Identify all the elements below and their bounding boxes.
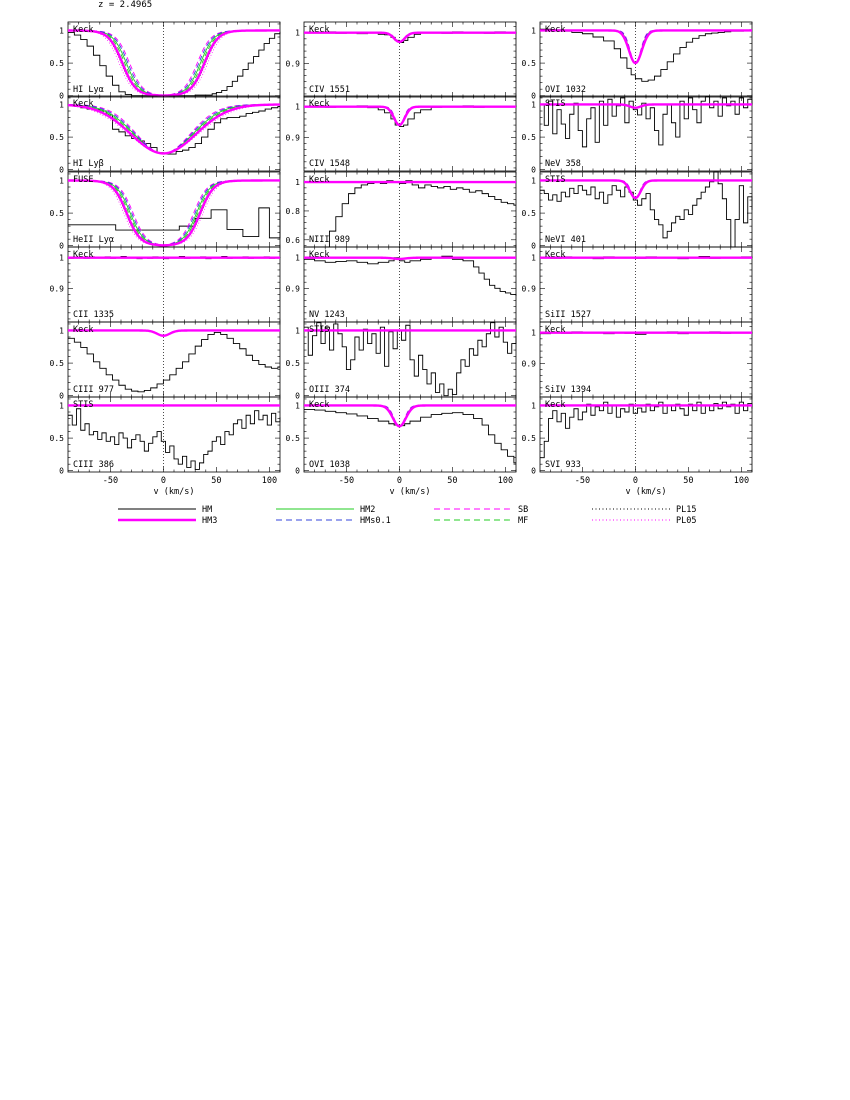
legend-label: MF — [518, 516, 529, 526]
y-tick-label: 1 — [59, 100, 64, 110]
panel-1-4 — [286, 322, 516, 401]
y-tick-label: 0.5 — [285, 359, 300, 369]
spectrum-histogram — [68, 208, 280, 238]
x-tick-label: 0 — [160, 476, 166, 486]
y-tick-label: 1 — [531, 100, 536, 110]
panel-2-4 — [522, 322, 752, 397]
model-hm3 — [68, 330, 280, 335]
instrument-label: Keck — [309, 400, 330, 410]
y-tick-label: 0.6 — [285, 235, 300, 245]
x-tick-label: 100 — [497, 476, 514, 486]
y-tick-label: 1 — [531, 26, 536, 36]
panel-1-1 — [286, 96, 516, 171]
y-tick-label: 0.5 — [521, 133, 536, 143]
y-tick-label: 1 — [59, 401, 64, 411]
legend-label: SB — [518, 505, 529, 515]
y-tick-label: 0 — [295, 391, 300, 401]
x-tick-label: 100 — [733, 476, 750, 486]
panel-1-5 — [286, 397, 516, 476]
ion-label: CIII 977 — [73, 385, 114, 395]
panel-2-1 — [522, 96, 752, 175]
ion-label: SVI 933 — [545, 460, 581, 470]
panel-2-3 — [522, 247, 752, 322]
spectrum-histogram — [304, 409, 516, 462]
y-tick-label: 0.5 — [285, 434, 300, 444]
y-tick-label: 0 — [531, 241, 536, 251]
instrument-label: Keck — [545, 25, 566, 35]
x-tick-label: 100 — [261, 476, 278, 486]
ion-label: CIV 1548 — [309, 159, 350, 169]
y-tick-label: 0 — [59, 391, 64, 401]
y-tick-label: 0.5 — [521, 209, 536, 219]
x-tick-label: 0 — [396, 476, 402, 486]
ion-label: CIV 1551 — [309, 85, 350, 95]
y-tick-label: 1 — [59, 253, 64, 263]
legend-label: HMs0.1 — [360, 516, 391, 526]
y-tick-label: 0.5 — [49, 209, 64, 219]
panel-0-0 — [50, 22, 280, 101]
ion-label: OVI 1032 — [545, 85, 586, 95]
y-tick-label: 1 — [295, 401, 300, 411]
instrument-label: Keck — [73, 99, 94, 109]
instrument-label: Keck — [309, 99, 330, 109]
absorption-line-figure — [0, 0, 850, 540]
x-axis-label: v (km/s) — [625, 487, 667, 497]
y-tick-label: 1 — [295, 253, 300, 263]
y-tick-label: 0.8 — [285, 206, 300, 216]
instrument-label: Keck — [73, 325, 94, 335]
y-tick-label: 0.5 — [521, 59, 536, 69]
x-axis-label: v (km/s) — [153, 487, 195, 497]
panel-2-5 — [522, 397, 752, 476]
y-tick-label: 0.9 — [285, 284, 300, 294]
instrument-label: STIS — [73, 400, 94, 410]
ion-label: OVI 1038 — [309, 460, 350, 470]
y-tick-label: 0 — [531, 466, 536, 476]
y-tick-label: 0.5 — [521, 434, 536, 444]
instrument-label: Keck — [309, 175, 330, 185]
instrument-label: STIS — [545, 175, 566, 185]
panel-2-2 — [522, 172, 752, 251]
y-tick-label: 0.9 — [285, 133, 300, 143]
y-tick-label: 1 — [59, 326, 64, 336]
instrument-label: Keck — [545, 325, 566, 335]
ion-label: HeII Lyα — [73, 235, 114, 245]
x-tick-label: -50 — [574, 476, 591, 486]
x-tick-label: -50 — [338, 476, 355, 486]
instrument-label: Keck — [73, 250, 94, 260]
ion-label: NV 1243 — [309, 310, 345, 320]
legend-label: HM2 — [360, 505, 376, 515]
panel-0-3 — [50, 247, 280, 322]
ion-label: CIII 386 — [73, 460, 114, 470]
model-hm3 — [304, 107, 516, 125]
panel-1-3 — [286, 247, 516, 322]
legend-label: HM — [202, 505, 213, 515]
panel-0-2 — [50, 172, 280, 251]
y-tick-label: 0 — [59, 241, 64, 251]
y-tick-label: 0 — [295, 466, 300, 476]
panel-0-1 — [50, 96, 280, 175]
y-tick-label: 0 — [531, 91, 536, 101]
ion-label: HI Lyβ — [73, 159, 104, 169]
instrument-label: STIS — [545, 99, 566, 109]
ion-label: OIII 374 — [309, 385, 350, 395]
ion-label: CII 1335 — [73, 310, 114, 320]
spectrum-histogram — [304, 256, 516, 296]
x-tick-label: 0 — [632, 476, 638, 486]
y-tick-label: 0.9 — [521, 284, 536, 294]
instrument-label: STIS — [309, 325, 330, 335]
y-tick-label: 0.9 — [49, 284, 64, 294]
instrument-label: Keck — [309, 250, 330, 260]
y-tick-label: 1 — [295, 326, 300, 336]
y-tick-label: 0 — [59, 91, 64, 101]
instrument-label: Keck — [309, 25, 330, 35]
model-hm3 — [68, 105, 280, 154]
y-tick-label: 1 — [59, 26, 64, 36]
y-tick-label: 1 — [531, 176, 536, 186]
legend-label: PL15 — [676, 505, 697, 515]
x-tick-label: -50 — [102, 476, 119, 486]
legend-label: PL05 — [676, 516, 697, 526]
y-tick-label: 0.9 — [285, 59, 300, 69]
legend-label: HM3 — [202, 516, 218, 526]
x-tick-label: 50 — [447, 476, 458, 486]
redshift-label: z = 2.4965 — [98, 0, 153, 10]
spectrum-histogram — [540, 402, 752, 457]
y-tick-label: 1 — [59, 176, 64, 186]
ion-label: NIII 989 — [309, 235, 350, 245]
y-tick-label: 1 — [531, 328, 536, 338]
panel-0-4 — [50, 322, 280, 401]
panel-2-0 — [522, 22, 752, 101]
model-hms01 — [540, 30, 752, 63]
panel-1-2 — [286, 172, 516, 247]
y-tick-label: 0.5 — [49, 59, 64, 69]
y-tick-label: 0 — [59, 165, 64, 175]
ion-label: NeV 358 — [545, 159, 581, 169]
y-tick-label: 0.9 — [521, 359, 536, 369]
panel-0-5 — [50, 397, 280, 476]
y-tick-label: 0.5 — [49, 133, 64, 143]
instrument-label: Keck — [73, 25, 94, 35]
ion-label: NeVI 401 — [545, 235, 586, 245]
ion-label: SiII 1527 — [545, 310, 592, 320]
spectrum-histogram — [68, 332, 280, 391]
y-tick-label: 1 — [531, 401, 536, 411]
y-tick-label: 1 — [531, 253, 536, 263]
y-tick-label: 1 — [295, 28, 300, 38]
ion-label: SiIV 1394 — [545, 385, 592, 395]
y-tick-label: 0 — [59, 466, 64, 476]
y-tick-label: 1 — [295, 102, 300, 112]
panel-1-0 — [286, 22, 516, 97]
x-axis-label: v (km/s) — [389, 487, 431, 497]
x-tick-label: 50 — [683, 476, 694, 486]
instrument-label: Keck — [545, 400, 566, 410]
instrument-label: Keck — [545, 250, 566, 260]
y-tick-label: 0.5 — [49, 434, 64, 444]
model-hm3 — [304, 258, 516, 259]
y-tick-label: 0.5 — [49, 359, 64, 369]
y-tick-label: 1 — [295, 178, 300, 188]
ion-label: HI Lyα — [73, 85, 104, 95]
y-tick-label: 0 — [531, 165, 536, 175]
instrument-label: FUSE — [73, 175, 94, 185]
x-tick-label: 50 — [211, 476, 222, 486]
